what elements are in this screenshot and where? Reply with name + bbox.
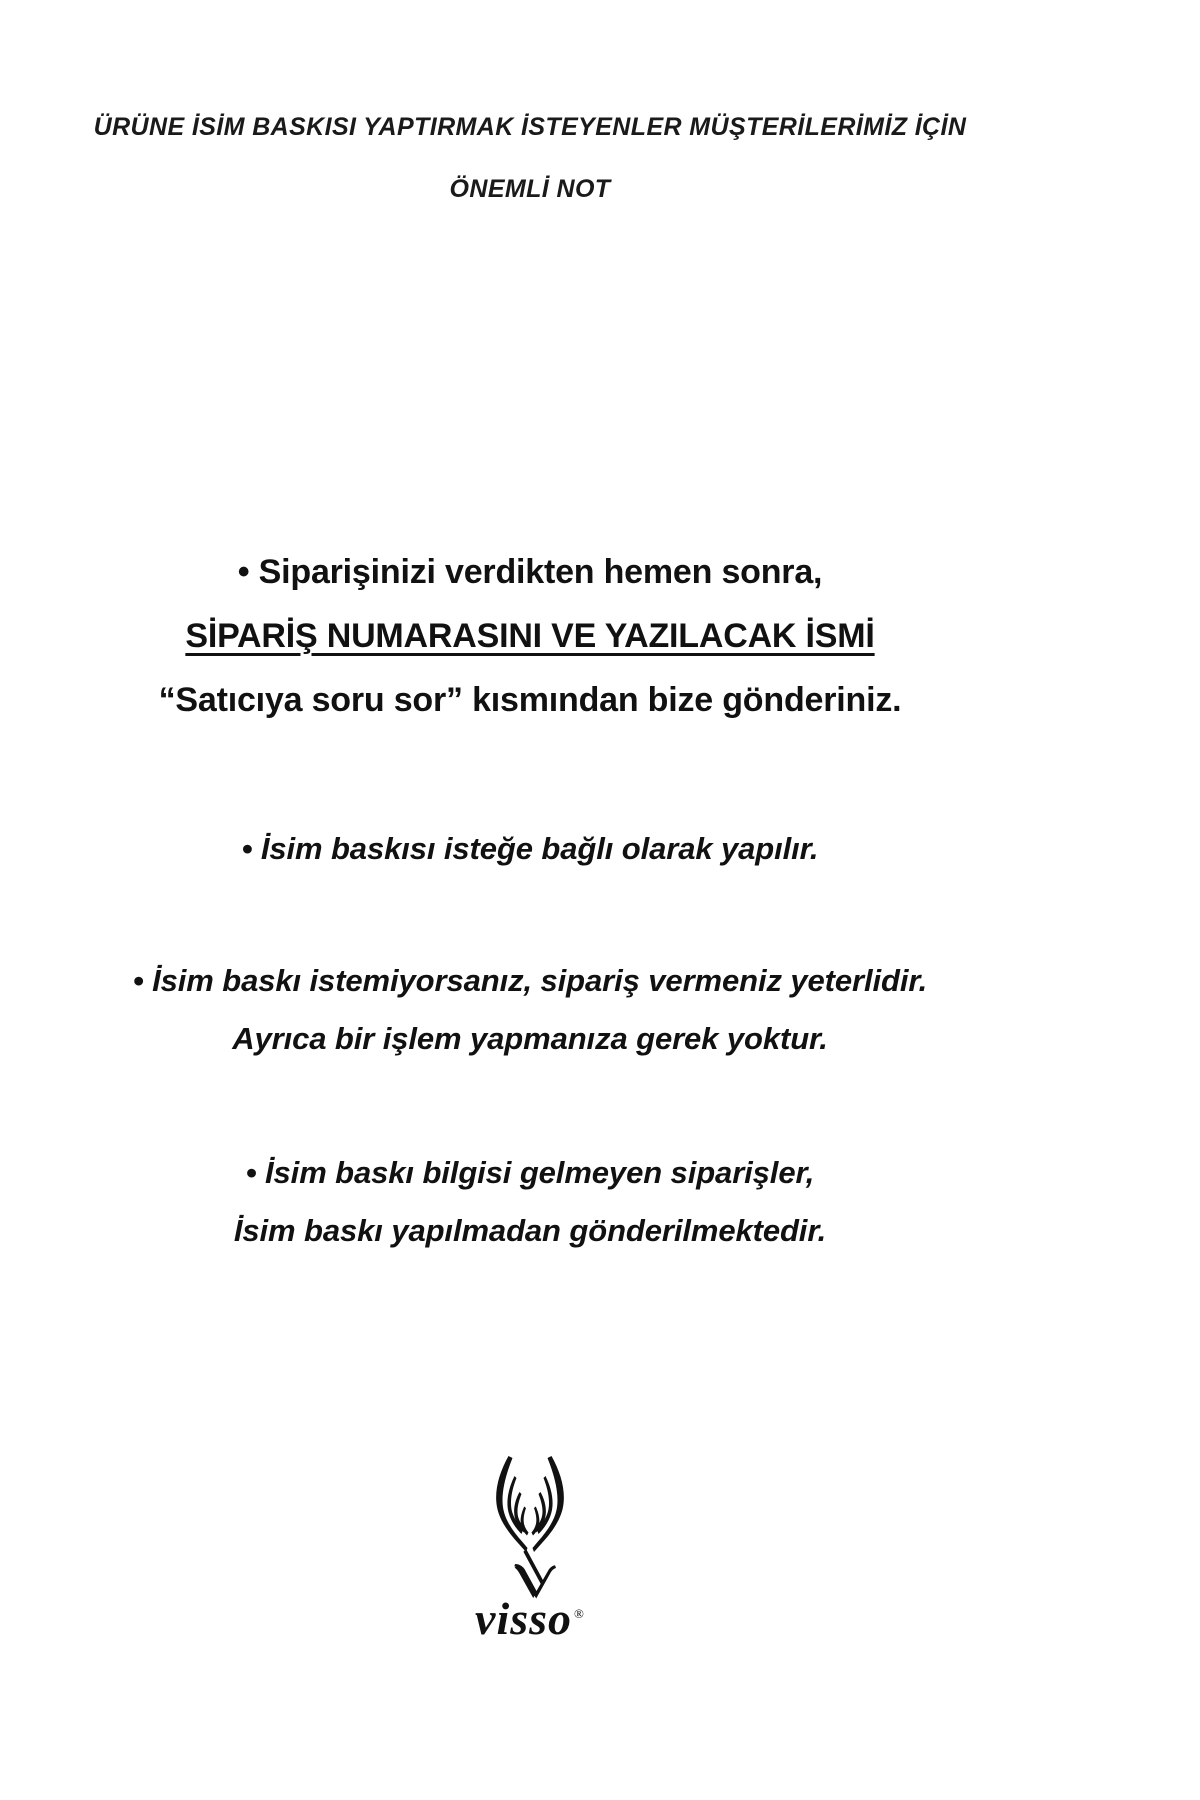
note-block-1-line-2: [0, 604, 1060, 668]
brand-wordmark-text: visso: [475, 1593, 573, 1644]
note-block-3-line-1: • İsim baskı istemiyorsanız, sipariş vermeniz yeterlidir.: [132, 963, 928, 998]
note-block-3: [0, 952, 1060, 1068]
note-body: [0, 540, 1060, 1260]
note-block-2-line-1: • İsim baskısı isteğe bağlı olarak yapılır.: [241, 831, 819, 866]
registered-trademark-symbol: ®: [574, 1605, 585, 1621]
order-number-emphasis: SİPARİŞ NUMARASINI VE YAZILACAK İSMİ: [185, 617, 875, 655]
note-block-4-line-1: • İsim baskı bilgisi gelmeyen siparişler,: [245, 1155, 815, 1190]
note-block-1-line-3: “Satıcıya soru sor” kısmından bize gönderiniz.: [158, 681, 902, 719]
block-spacer-3: [0, 1068, 1060, 1144]
note-block-1: [0, 540, 1060, 732]
page-title: [0, 96, 1060, 220]
note-block-3-line-2: Ayrıca bir işlem yapmanıza gerek yoktur.: [232, 1021, 828, 1056]
note-block-4-line-2: İsim baskı yapılmadan gönderilmektedir.: [233, 1213, 827, 1248]
note-block-1-line-1: • Siparişinizi verdikten hemen sonra,: [237, 553, 823, 591]
note-block-4: [0, 1144, 1060, 1260]
block-spacer-1: [0, 732, 1060, 820]
brand-wordmark: [475, 1593, 585, 1644]
note-block-2: [0, 820, 1060, 878]
visso-wing-mark-icon: [482, 1452, 578, 1602]
brand-logo: [0, 1452, 1060, 1642]
page-title-line-1: ÜRÜNE İSİM BASKISI YAPTIRMAK İSTEYENLER MÜŞTERİLERİMİZ İÇİN: [93, 113, 967, 141]
page-title-line-2: ÖNEMLİ NOT: [449, 175, 611, 203]
block-spacer-2: [0, 878, 1060, 952]
